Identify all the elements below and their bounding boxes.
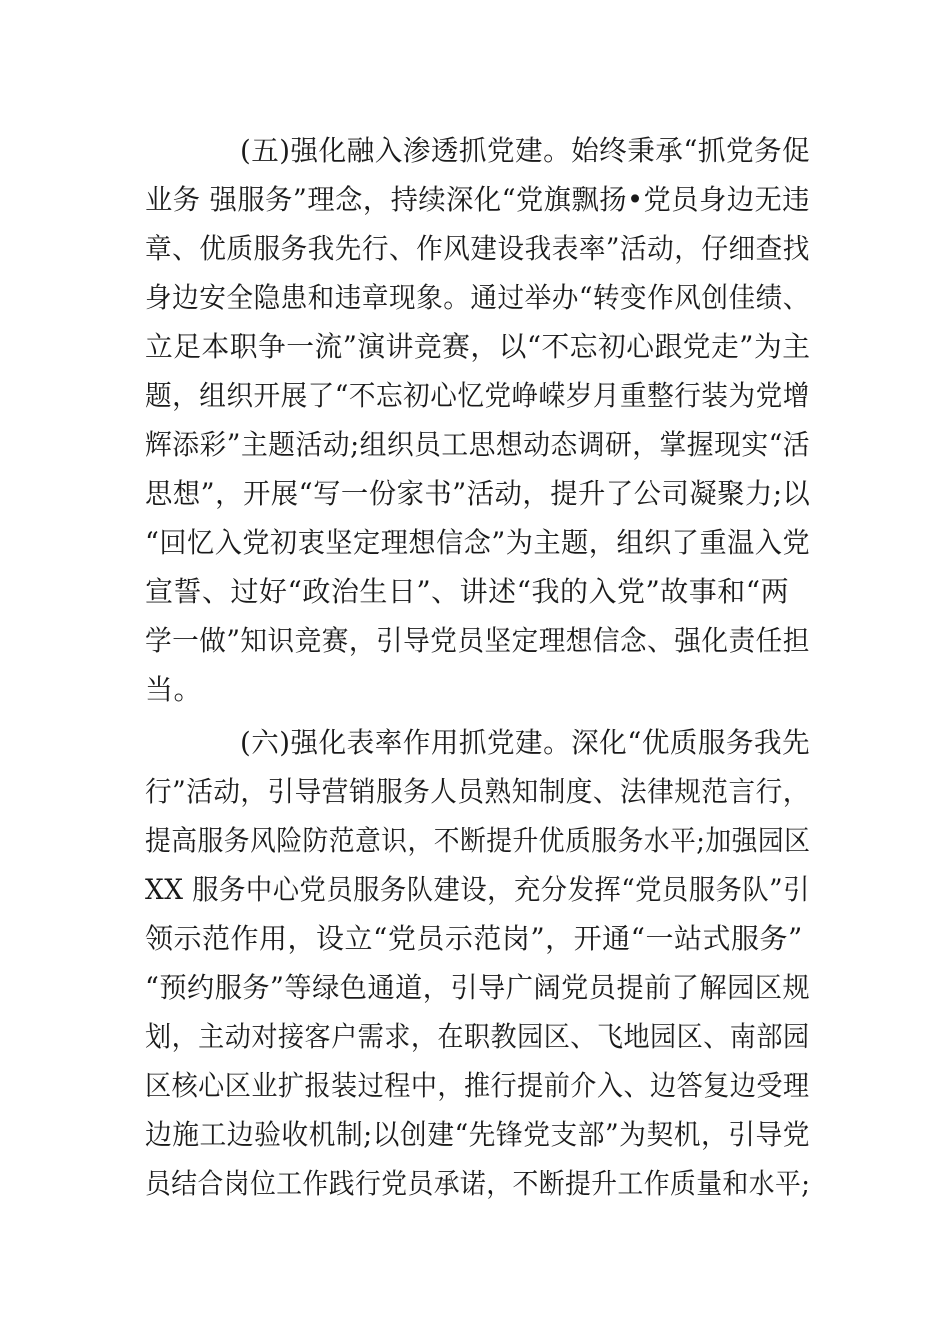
paragraph-6-line-3: 提高服务风险防范意识，不断提升优质服务水平;加强园区 xyxy=(145,824,811,857)
paragraph-5-line-2: 业务 强服务”理念，持续深化“党旗飘扬•党员身边无违 xyxy=(145,183,811,216)
paragraph-5-line-12: 当。 xyxy=(145,673,203,706)
paragraph-6-line-4: XX 服务中心党员服务队建设，充分发挥“党员服务队”引 xyxy=(145,873,810,906)
paragraph-5-line-4: 身边安全隐患和违章现象。通过举办“转变作风创佳绩、 xyxy=(145,281,810,314)
paragraph-5-line-10: 宣誓、过好“政治生日”、讲述“我的入党”故事和“两 xyxy=(145,575,790,608)
paragraph-6-line-2: 行”活动，引导营销服务人员熟知制度、法律规范言行， xyxy=(145,775,810,808)
paragraph-6-line-9: 边施工边验收机制;以创建“先锋党支部”为契机，引导党 xyxy=(145,1118,811,1151)
paragraph-6-line-5: 领示范作用，设立“党员示范岗”，开通“一站式服务” xyxy=(145,922,803,955)
paragraph-5-line-5: 立足本职争一流”演讲竞赛，以“不忘初心跟党走”为主 xyxy=(145,330,811,363)
paragraph-6-line-7: 划，主动对接客户需求，在职教园区、飞地园区、南部园 xyxy=(145,1020,810,1053)
paragraph-5-line-8: 思想”，开展“写一份家书”活动，提升了公司凝聚力;以 xyxy=(145,477,811,510)
paragraph-6-line-8: 区核心区业扩报装过程中，推行提前介入、边答复边受理 xyxy=(145,1069,810,1102)
paragraph-5-line-7: 辉添彩”主题活动;组织员工思想动态调研，掌握现实“活 xyxy=(145,428,811,461)
paragraph-5-line-1: (五)强化融入渗透抓党建。始终秉承“抓党务促 xyxy=(240,134,811,167)
paragraph-5-line-9: “回忆入党初衷坚定理想信念”为主题，组织了重温入党 xyxy=(145,526,811,559)
paragraph-5-line-11: 学一做”知识竞赛，引导党员坚定理想信念、强化责任担 xyxy=(145,624,810,657)
paragraph-5-line-3: 章、优质服务我先行、作风建设我表率”活动，仔细查找 xyxy=(145,232,810,265)
paragraph-6-line-10: 员结合岗位工作践行党员承诺，不断提升工作质量和水平; xyxy=(145,1167,811,1200)
paragraph-6-line-6: “预约服务”等绿色通道，引导广阔党员提前了解园区规 xyxy=(145,971,811,1004)
paragraph-6-line-1: (六)强化表率作用抓党建。深化“优质服务我先 xyxy=(240,726,811,759)
paragraph-5-line-6: 题，组织开展了“不忘初心忆党峥嵘岁月重整行装为党增 xyxy=(145,379,810,412)
